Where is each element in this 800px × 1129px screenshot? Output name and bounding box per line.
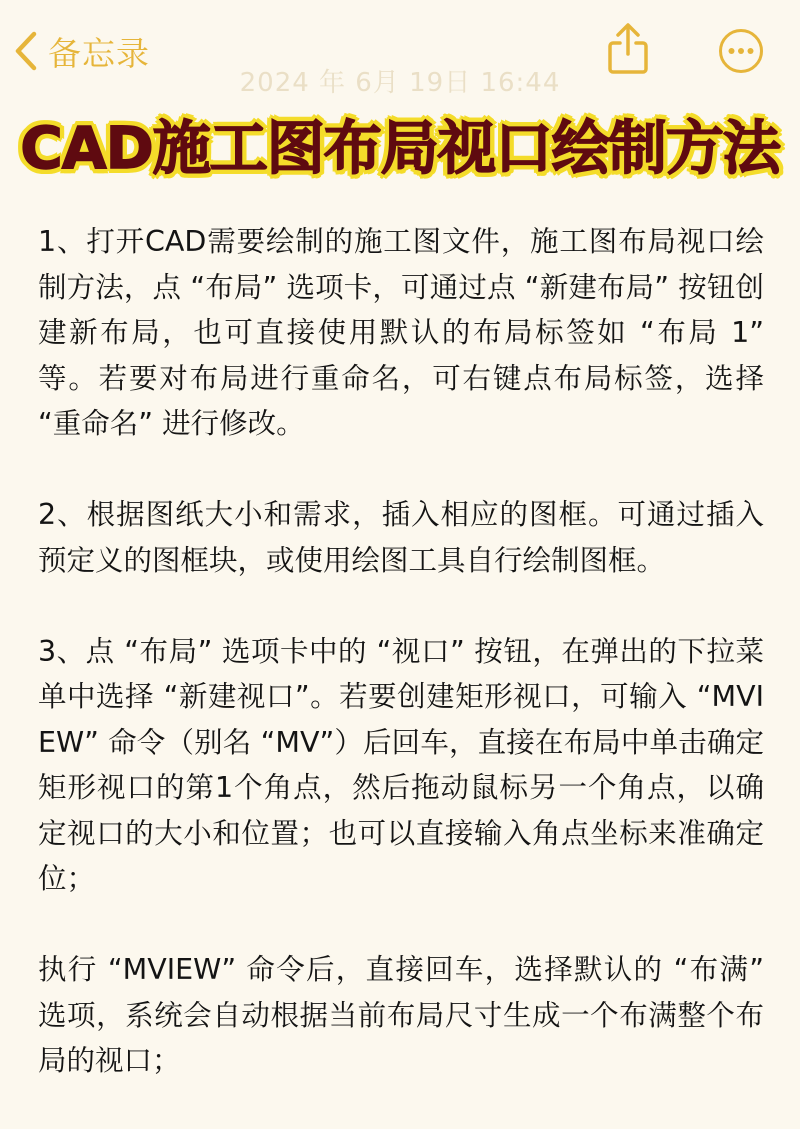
paragraph-1: 1、打开CAD需要绘制的施工图文件，施工图布局视口绘制方法，点 “布局” 选项卡，可通过点 “新建布局” 按钮创建新布局，也可直接使用默认的布局标签如 “布局 1” 等。若要对布局进行重命名，可右键点布局标签，选择 “重命名” 进行修改。 bbox=[38, 225, 764, 440]
paragraph-3: 3、点 “布局” 选项卡中的 “视口” 按钮，在弹出的下拉菜单中选择 “新建视口”。若要创建矩形视口，可输入 “MVIEW” 命令（别名 “MV”）后回车，直接在布局中单击确定矩形视口的第1个角点，然后拖动鼠标另一个角点，以确定视口的大小和位置；也可以直接输入角点坐标来准确定位； bbox=[38, 634, 764, 895]
navigation-bar bbox=[0, 0, 800, 105]
note-body[interactable] bbox=[38, 219, 764, 1129]
paragraph-4: 执行 “MVIEW” 命令后，直接回车，选择默认的 “布满” 选项，系统会自动根据当前布局尺寸生成一个布满整个布局的视口； bbox=[38, 953, 764, 1077]
paragraph-2: 2、根据图纸大小和需求，插入相应的图框。可通过插入预定义的图框块，或使用绘图工具自行绘制图框。 bbox=[38, 498, 764, 577]
back-label: 备忘录 bbox=[48, 33, 150, 73]
note-timestamp: 2024 年 6月 19日 16:44 bbox=[239, 68, 561, 98]
note-title: CAD施工图布局视口绘制方法 bbox=[20, 114, 780, 182]
